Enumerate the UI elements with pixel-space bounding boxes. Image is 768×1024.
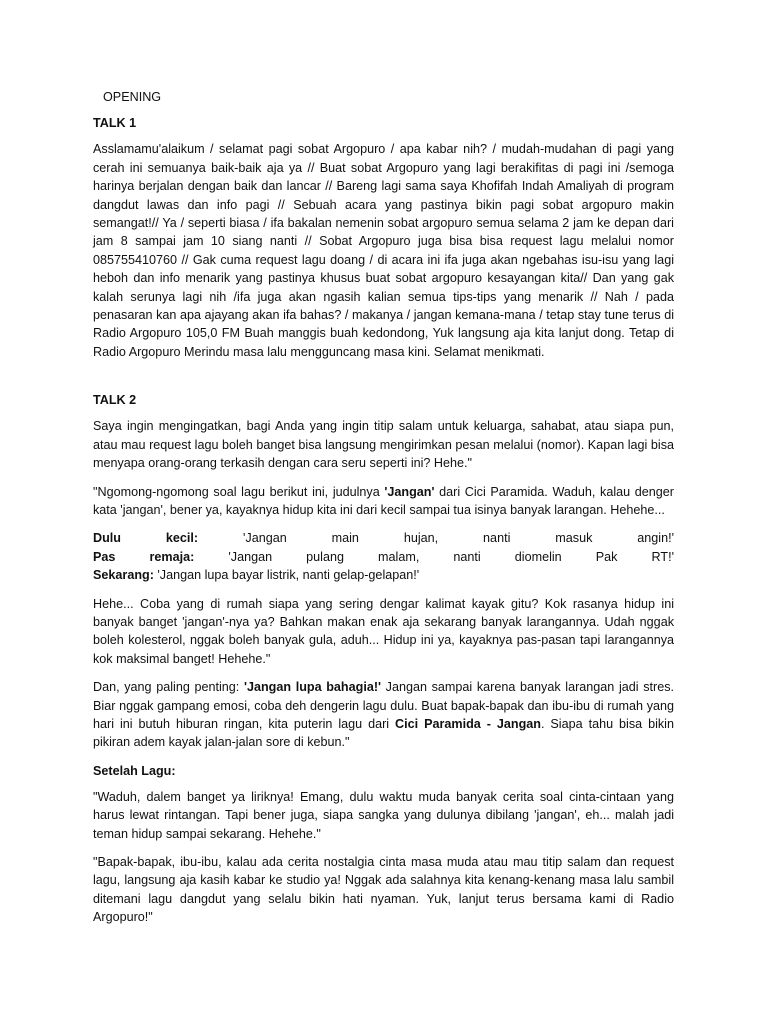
talk2-paragraph-6: "Bapak-bapak, ibu-ibu, kalau ada cerita nostalgia cinta masa muda atau mau titip salam dan request lagu, langsung aja kasih kabar ke studio ya! Nggak ada salahnya kita kenang-kenang masa lalu sambil ditemani lagu dangdut yang selalu bikin hati nyaman. Yuk, lanjut terus bersama kami di Radio Argopuro!" bbox=[93, 855, 674, 925]
talk1-heading: TALK 1 bbox=[93, 116, 137, 131]
p4-song-name: Cici Paramida - Jangan bbox=[395, 716, 541, 731]
p2-song-title: 'Jangan' bbox=[384, 484, 435, 499]
talk1-body: Asslamamu'alaikum / selamat pagi sobat Argopuro / apa kabar nih? / mudah-mudahan di pagi yang cerah ini semuanya baik-baik aja ya // Buat sobat Argopuro yang lagi berakifitas di pagi ini /semoga harinya berjalan dengan baik dan lancar // Bareng lagi sama saya Khofifah Indah Amaliyah di program dangdut lawas dan info pagi // Sebuah acara yang pastinya bikin pagi sobat argopuro makin semangat!// Ya / seperti biasa / ifa bakalan nemenin sobat argopuro semua selama 2 jam ke depan dari jam 8 sampai jam 10 siang nanti // Sobat Argopuro juga bisa bisa request lagu melalui nomor 085755410760 // Gak cuma request lagu doang / di acara ini ifa juga akan ngebahas isu-isu yang lagi heboh dan info menarik yang pastinya khusus buat sobat argopuro kesayangan kita// Dan yang gak kalah serunya lagi nih /ifa juga akan ngasih kalian semua tips-tips yang menarik // Nah / pada penasaran kan apa ajayang akan ifa bahas? / makanya / jangan kemana-mana / tetap stay tune terus di Radio Argopuro 105,0 FM Buah manggis buah kedondong, Yuk langsung aja kita lanjut dong. Tetap di Radio Argopuro Merindu masa lalu mengguncang masa kini. Selamat menikmati. bbox=[93, 142, 674, 359]
line-label: Dulu kecil: bbox=[93, 531, 199, 546]
line-sekarang bbox=[93, 566, 674, 584]
talk2-paragraph-1: Saya ingin mengingatkan, bagi Anda yang ingin titip salam untuk keluarga, sahabat, atau siapa pun, atau mau request lagu boleh banget bisa langsung mengirimkan pesan melalui (nomor). Kapan lagi bisa menyapa orang-orang terkasih dengan cara seru seperti ini? Hehe." bbox=[93, 419, 674, 471]
p2-pre: "Ngomong-ngomong soal lagu berikut ini, judulnya bbox=[93, 484, 385, 499]
after-song-heading: Setelah Lagu: bbox=[93, 763, 176, 778]
talk2-paragraph-3: Hehe... Coba yang di rumah siapa yang sering dengar kalimat kayak gitu? Kok rasanya hidup ini banyak banget 'jangan'-nya ya? Bahkan makan enak aja sekarang banyak larangannya. Udah nggak boleh kolesterol, nggak boleh banyak gula, aduh... Hidup ini ya, kayaknya pas-pasan tapi larangannya kok maksimal banget! Hehehe." bbox=[93, 596, 674, 666]
line-text: 'Jangan main hujan, nanti masuk angin!' bbox=[198, 531, 674, 546]
talk2-paragraph-2 bbox=[93, 483, 674, 520]
talk2-paragraph-4 bbox=[93, 678, 674, 752]
opening-label: OPENING bbox=[103, 90, 162, 104]
p4-bold-phrase: 'Jangan lupa bahagia!' bbox=[243, 680, 382, 695]
line-dulu-kecil bbox=[93, 529, 674, 547]
line-text: 'Jangan pulang malam, nanti diomelin Pak RT!' bbox=[194, 549, 674, 564]
line-label: Pas remaja: bbox=[93, 549, 195, 564]
p4-pre: Dan, yang paling penting: bbox=[93, 680, 244, 695]
line-pas-remaja bbox=[93, 548, 674, 566]
talk2-paragraph-5: "Waduh, dalem banget ya liriknya! Emang, dulu waktu muda banyak cerita soal cinta-cintaan yang harus lewat rintangan. Tapi bener juga, siapa sangka yang dulunya dibilang 'jangan', eh... malah jadi teman hidup sampai sekarang. Hehehe." bbox=[93, 789, 674, 841]
p4-post: . Siapa tahu bisa bikin pikiran adem kayak jalan-jalan sore di kebun." bbox=[93, 716, 674, 750]
line-label: Sekarang: bbox=[93, 568, 154, 583]
talk2-heading: TALK 2 bbox=[93, 393, 137, 408]
p4-mid: Jangan sampai karena banyak larangan jadi stres. Biar nggak gampang emosi, coba deh dengerin lagu dulu. Buat bapak-bapak dan ibu-ibu di rumah yang hari ini butuh hiburan ringan, kita puterin lagu dari bbox=[93, 680, 675, 731]
line-text: 'Jangan lupa bayar listrik, nanti gelap-gelapan!' bbox=[153, 568, 420, 583]
p2-post: dari Cici Paramida. Waduh, kalau denger kata 'jangan', bener ya, kayaknya hidup kita ini dari kecil sampai tua isinya banyak larangan. Hehehe... bbox=[93, 484, 674, 517]
